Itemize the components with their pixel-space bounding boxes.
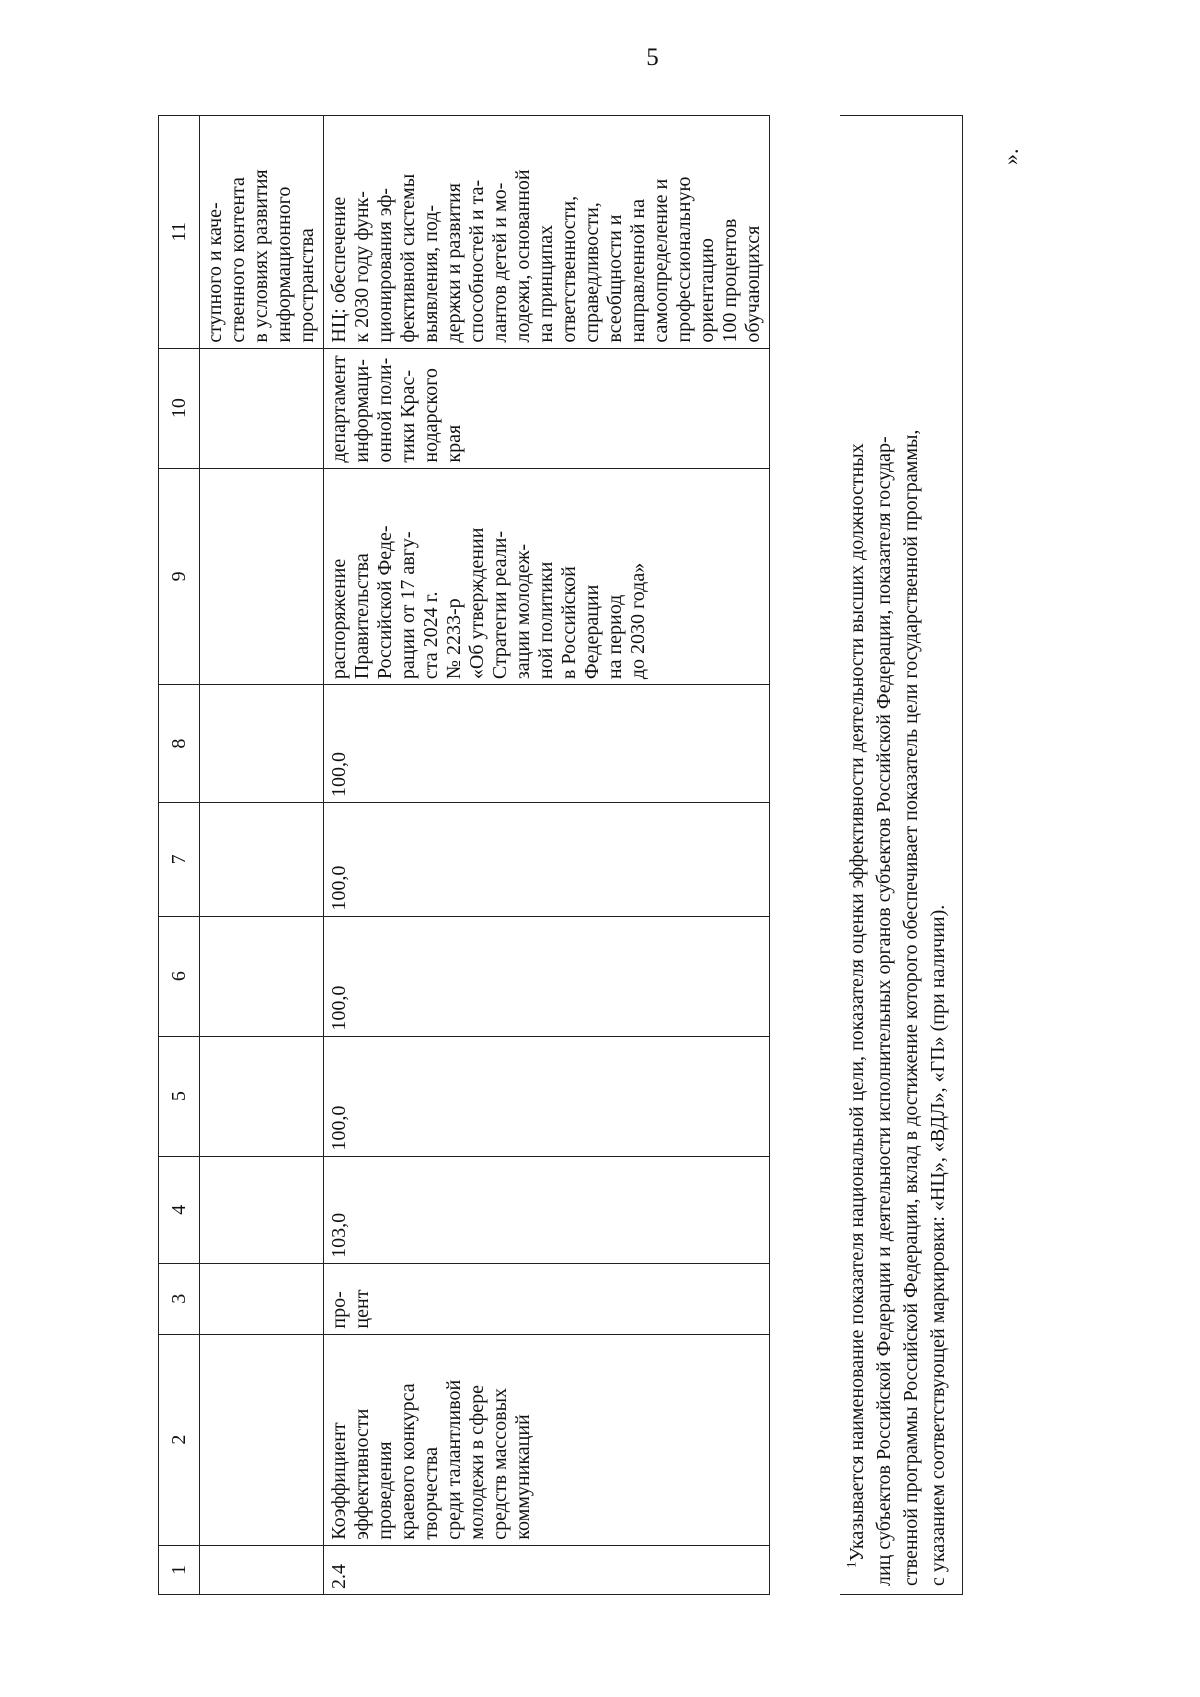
- text-line: до 2030 года»: [627, 562, 649, 680]
- text-line: ступного и каче-: [204, 202, 226, 343]
- text-line: коммуникаций: [512, 1414, 534, 1540]
- continuation-goal-cell: [200, 116, 324, 349]
- header-cell: 2: [159, 1334, 200, 1545]
- text-line: обучающихся: [742, 225, 764, 343]
- indicator-name-cell: [324, 1334, 770, 1545]
- responsible-cell: [324, 348, 770, 468]
- text-line: Российской Феде-: [374, 525, 396, 680]
- indicators-table: [158, 115, 770, 1595]
- text-line: в Российской: [558, 566, 580, 680]
- text-line: творчества: [420, 1447, 442, 1540]
- text-line: № 2233-р: [443, 598, 465, 680]
- value-cell: 100,0: [324, 685, 770, 803]
- value-cell: 100,0: [324, 1036, 770, 1156]
- header-cell: 11: [159, 116, 200, 349]
- text-line: профессиональную: [673, 176, 695, 343]
- text-line: к 2030 году функ-: [351, 191, 373, 343]
- table-cell: [200, 1036, 324, 1156]
- table-cell: [200, 685, 324, 803]
- text-line: ционирования эф-: [374, 188, 396, 343]
- text-line: средств массовых: [489, 1387, 511, 1540]
- text-line: эффективности: [351, 1408, 373, 1540]
- text-line: проведения: [374, 1441, 396, 1540]
- text-line: онной поли-: [374, 357, 396, 463]
- value-cell: 103,0: [324, 1156, 770, 1263]
- text-line: лантов детей и мо-: [489, 182, 511, 343]
- header-cell: 5: [159, 1036, 200, 1156]
- header-row: [159, 116, 200, 1595]
- goal-cell: [324, 116, 770, 349]
- header-cell: 3: [159, 1263, 200, 1334]
- text-line: краевого конкурса: [397, 1383, 419, 1540]
- text-line: рации от 17 авгу-: [397, 531, 419, 680]
- table-cell: [200, 1263, 324, 1334]
- text-line: фективной системы: [397, 173, 419, 343]
- continuation-row: [200, 116, 324, 1595]
- table-row: [324, 116, 770, 1595]
- table-cell: [200, 916, 324, 1036]
- text-line: департамент: [328, 355, 350, 463]
- text-line: держки и развития: [443, 183, 465, 343]
- text-line: справедливости,: [581, 202, 603, 343]
- text-line: тики Крас-: [397, 370, 419, 463]
- text-line: в условиях развития: [250, 169, 272, 343]
- value-cell: 100,0: [324, 916, 770, 1036]
- text-line: ответственности,: [558, 195, 580, 343]
- table-cell: [200, 803, 324, 917]
- text-line: 100 процентов: [719, 218, 741, 343]
- text-line: самоопределение и: [650, 178, 672, 343]
- text-line: молодежи в сфере: [466, 1385, 488, 1540]
- document-cell: [324, 468, 770, 684]
- rotated-sheet: [158, 115, 1078, 1595]
- text-line: НЦ: обеспечение: [328, 196, 350, 343]
- header-cell: 9: [159, 468, 200, 684]
- text-line: способностей и та-: [466, 179, 488, 343]
- text-line: края: [443, 424, 465, 463]
- header-cell: 8: [159, 685, 200, 803]
- text-line: «Об утверждении: [466, 527, 488, 680]
- text-line: нодарского: [420, 368, 442, 463]
- footnote-line: лиц субъектов Российской Федерации и деятельности исполнительных органов субъектов Российской Федерации, показателя государ-: [873, 436, 895, 1586]
- closing-quote: ».: [998, 148, 1023, 165]
- table-cell: [200, 1545, 324, 1594]
- footnote-line: с указанием соответствующей маркировки: «НЦ», «ВДЛ», «ГП» (при наличии).: [927, 904, 949, 1586]
- text-line: среди талантливой: [443, 1379, 465, 1540]
- text-line: всеобщности и: [604, 214, 626, 343]
- text-line: лодежи, основанной: [512, 169, 534, 343]
- text-line: цент: [351, 1289, 373, 1329]
- table-cell: [200, 348, 324, 468]
- unit-cell: [324, 1263, 770, 1334]
- text-line: Правительства: [351, 553, 373, 680]
- text-line: информаци-: [351, 359, 373, 463]
- page-number: 5: [646, 44, 659, 71]
- text-line: на период: [604, 594, 626, 680]
- header-cell: 10: [159, 348, 200, 468]
- header-cell: 6: [159, 916, 200, 1036]
- text-line: Коэффициент: [328, 1422, 350, 1540]
- text-line: зации молодеж-: [512, 543, 534, 680]
- footnote-line: ственной программы Российской Федерации, вклад в достижение которого обеспечивает показатель цели государственной программы,: [900, 429, 922, 1586]
- text-line: распоряжение: [328, 558, 350, 680]
- text-line: ста 2024 г.: [420, 591, 442, 680]
- text-line: ориентацию: [696, 238, 718, 343]
- text-line: ственного контента: [227, 177, 249, 343]
- text-line: Федерации: [581, 584, 603, 680]
- table-cell: [200, 1334, 324, 1545]
- footnote-line: [844, 124, 871, 1586]
- header-cell: 1: [159, 1545, 200, 1594]
- header-cell: 4: [159, 1156, 200, 1263]
- footnote-marker: 1: [843, 1561, 859, 1568]
- table-cell: [200, 468, 324, 684]
- text-line: Стратегии реали-: [489, 530, 511, 680]
- footnote: [840, 115, 963, 1595]
- text-line: про-: [328, 1291, 350, 1329]
- row-number-cell: 2.4: [324, 1545, 770, 1594]
- value-cell: 100,0: [324, 803, 770, 917]
- text-line: на принципах: [535, 224, 557, 343]
- header-cell: 7: [159, 803, 200, 917]
- text-line: пространства: [296, 228, 318, 343]
- text-line: ной политики: [535, 561, 557, 680]
- text-line: направленной на: [627, 198, 649, 343]
- text-line: выявления, под-: [420, 204, 442, 343]
- table-cell: [200, 1156, 324, 1263]
- text-line: информационного: [273, 186, 295, 343]
- footnote-text: Указывается наименование показателя национальной цели, показателя оценки эффективности деятельности высших должностных: [846, 443, 868, 1562]
